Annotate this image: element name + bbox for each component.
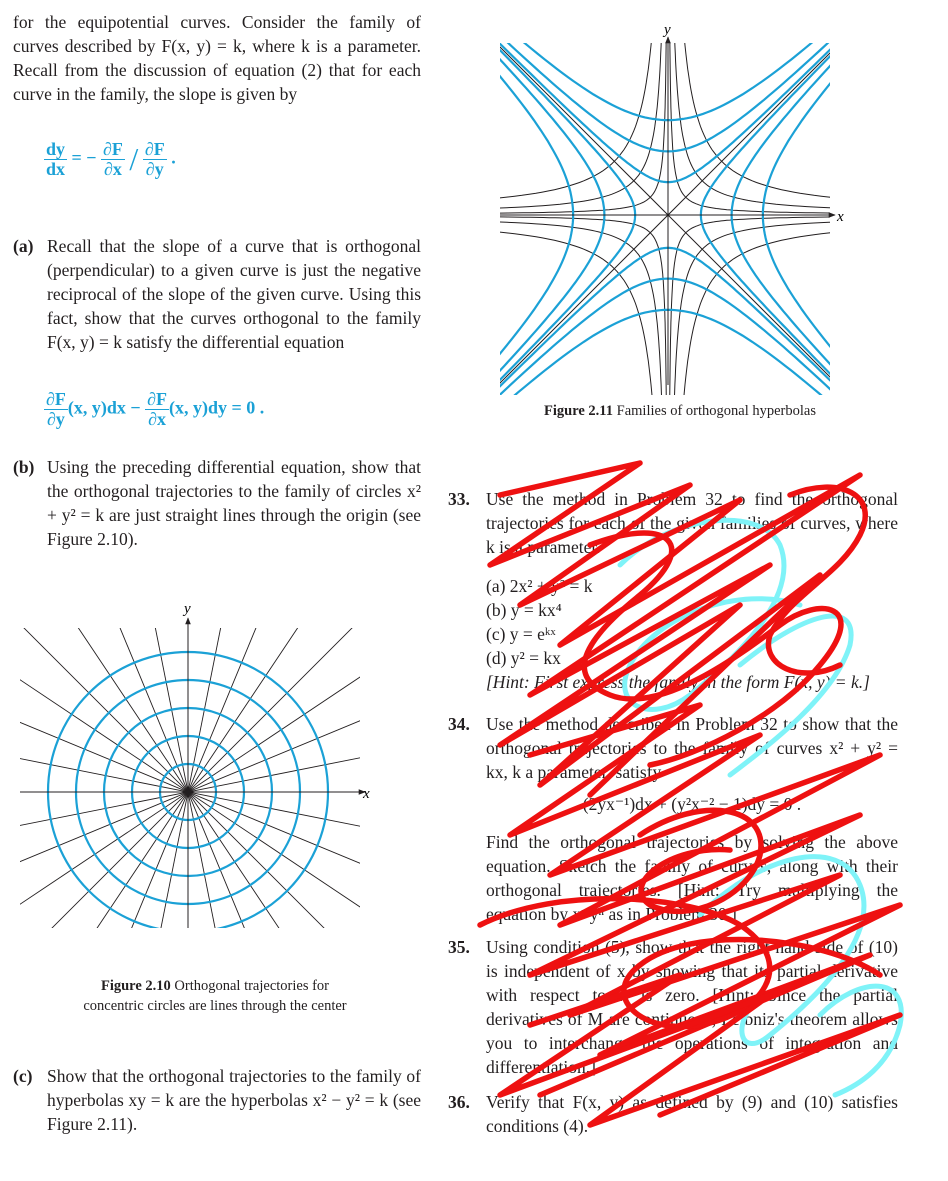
problem-33-item-d: (d) y² = kx [486, 648, 561, 668]
figure-2-11-caption-text: Families of orthogonal hyperbolas [616, 403, 816, 419]
orth-term-2: (x, y)dy = 0 . [169, 397, 265, 418]
problem-34-text2: Find the orthogonal trajectories by solving the above equation. Sketch the family of curves, along with their orthogonal trajectories. [Hint: Try multiplying the equation by xᵐyⁿ as in Problem 30.] [486, 832, 898, 924]
y-axis-label: y [184, 601, 191, 617]
eq-dy-partial: ∂y [145, 159, 164, 179]
problem-34-equation: (2yx⁻¹)dx + (y²x⁻² − 1)dy = 0 . [582, 794, 802, 814]
orthogonal-equation [44, 390, 264, 429]
problem-33-item-b: (b) y = kx⁴ [486, 600, 562, 620]
red-scribbles [480, 463, 900, 1125]
problem-35-text: Using condition (5), show that the right-hand side of (10) is independent of x by showing that its partial derivative with respect to x is zero. [Hint: Since the partial derivatives of M are continuous, Leibniz's theorem allows you to interchange the operations of integration and differentiation.] [486, 937, 898, 1077]
figure-2-10-caption-line1: Orthogonal trajectories for [174, 978, 330, 994]
problem-34-text: Use the method described in Problem 32 to show that the orthogonal trajectories to the family of curves x² + y² = kx, k a parameter, satisfy [486, 714, 898, 782]
problem-36-text: Verify that F(x, y) as defined by (9) and (10) satisfies conditions (4). [486, 1092, 898, 1136]
problem-33-number: 33. [448, 489, 470, 509]
figure-2-11-caption [470, 401, 890, 421]
orth-dx: ∂x [148, 409, 167, 429]
orth-dF-1: ∂F [46, 389, 66, 409]
orthogonal-hyperbola [500, 248, 860, 395]
figure-2-10-caption-line2: concentric circles are lines through the center [83, 998, 347, 1014]
eq-slash: / [129, 141, 139, 177]
figure-2-11-label: Figure 2.11 [544, 403, 614, 419]
orthogonal-hyperbola [500, 25, 860, 151]
eq-dy: dy [46, 139, 66, 159]
slope-equation [44, 140, 176, 179]
problem-36-number: 36. [448, 1092, 470, 1112]
eq-period: . [171, 147, 176, 168]
orth-term-1: (x, y)dx − [67, 397, 141, 418]
part-c-label: (c) [13, 1066, 33, 1086]
scribble-overlay [440, 455, 930, 1155]
intro-paragraph: for the equipotential curves. Consider the family of curves described by F(x, y) = k, where k is a parameter. Recall from the discussion of equation (2) that for each curve in the family, the slope is given by [13, 12, 421, 104]
part-b-text: Using the preceding differential equation, show that the orthogonal trajectories to the family of circles x² + y² = k are just straight lines through the origin (see Figure 2.10). [47, 457, 421, 549]
y-axis-label: y [664, 25, 671, 38]
x-axis-label: x [363, 786, 370, 802]
part-b-label: (b) [13, 457, 35, 477]
orth-dF-2: ∂F [147, 389, 168, 409]
problem-33-item-a: (a) 2x² + y² = k [486, 576, 593, 596]
eq-dx-partial: ∂x [104, 159, 122, 179]
figure-2-10-caption [30, 976, 400, 1016]
figure-2-10 [20, 598, 380, 928]
problem-33-text: Use the method in Problem 32 to find the orthogonal trajectories for each of the given families of curves, where k is a parameter. [486, 489, 898, 557]
eq-dx: dx [46, 159, 66, 179]
part-c-text: Show that the orthogonal trajectories to the family of hyperbolas xy = k are the hyperbolas x² − y² = k (see Figure 2.11). [47, 1066, 421, 1134]
problem-33-hint: [Hint: First express the family in the form F(x, y) = k.] [486, 672, 870, 692]
eq-dF-2: ∂F [144, 139, 165, 159]
part-a-text: Recall that the slope of a curve that is orthogonal (perpendicular) to a given curve is just the negative reciprocal of the slope of the given curve. Using this fact, show that the curves orthogonal to the family F(x, y) = k satisfy the differential equation [47, 236, 421, 352]
hyperbola-families [500, 25, 860, 395]
eq-equals-minus: = − [71, 147, 97, 168]
problem-34-number: 34. [448, 714, 470, 734]
x-axis-label: x [837, 209, 844, 225]
xy-hyperbola [500, 25, 666, 213]
red-scribble-1 [490, 463, 860, 795]
problem-33-item-c: (c) y = eᵏˣ [486, 624, 556, 644]
part-a-label: (a) [13, 236, 34, 256]
xy-hyperbola [500, 25, 667, 214]
figure-2-11 [500, 25, 860, 395]
eq-dF-1: ∂F [103, 139, 123, 159]
figure-2-10-label: Figure 2.10 [100, 978, 171, 994]
orthogonal-hyperbola [763, 25, 860, 395]
problem-35-number: 35. [448, 937, 470, 957]
orth-dy: ∂y [46, 409, 65, 429]
red-scribble-4 [480, 899, 880, 1027]
xy-hyperbola [500, 25, 667, 214]
